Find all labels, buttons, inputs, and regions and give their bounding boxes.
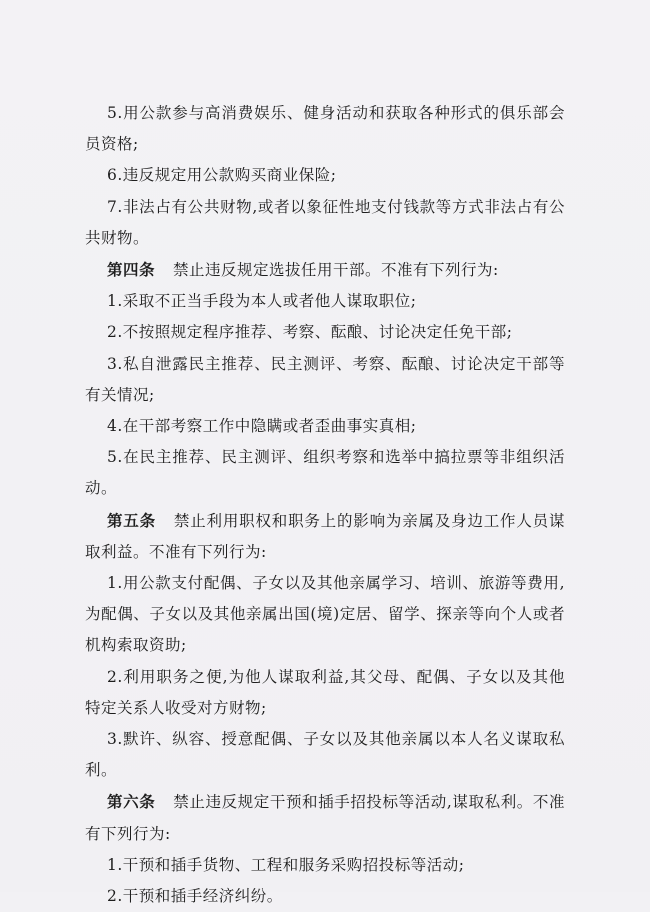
paragraph-text: 禁止利用职权和职务上的影响为亲属及身边工作人员谋取利益。不准有下列行为: <box>85 511 565 561</box>
list-item <box>85 286 565 317</box>
list-item <box>85 662 565 724</box>
article-paragraph <box>85 786 565 849</box>
paragraph-text: 6.违反规定用公款购买商业保险; <box>107 166 337 185</box>
list-item <box>85 317 565 348</box>
list-item <box>85 442 565 504</box>
paragraph-text: 2.不按照规定程序推荐、考察、酝酿、讨论决定任免干部; <box>107 323 513 342</box>
paragraph-text: 7.非法占有公共财物,或者以象征性地支付钱款等方式非法占有公共财物。 <box>85 197 565 247</box>
article-paragraph <box>85 254 565 286</box>
article-heading: 第六条 <box>107 792 156 812</box>
paragraph-text: 1.干预和插手货物、工程和服务采购招投标等活动; <box>107 855 465 874</box>
paragraph-text: 2.干预和插手经济纠纷。 <box>107 887 283 906</box>
paragraph-text: 3.私自泄露民主推荐、民主测评、考察、酝酿、讨论决定干部等有关情况; <box>85 354 565 404</box>
list-item <box>85 349 565 411</box>
paragraph-text: 1.用公款支付配偶、子女以及其他亲属学习、培训、旅游等费用,为配偶、子女以及其他亲属出国(境)定居、留学、探亲等向个人或者机构索取资助; <box>85 574 565 655</box>
paragraph-text: 禁止违反规定选拔任用干部。不准有下列行为: <box>173 261 499 280</box>
paragraph-text: 1.采取不正当手段为本人或者他人谋取职位; <box>107 292 417 311</box>
list-item <box>85 568 565 662</box>
paragraph-text: 2.利用职务之便,为他人谋取利益,其父母、配偶、子女以及其他特定关系人收受对方财物; <box>85 667 565 717</box>
list-item <box>85 881 565 912</box>
list-item <box>85 724 565 786</box>
article-heading: 第五条 <box>107 510 156 530</box>
list-item <box>85 192 565 254</box>
paragraph-text: 3.默许、纵容、授意配偶、子女以及其他亲属以本人名义谋取私利。 <box>85 730 565 780</box>
list-item <box>85 160 565 191</box>
article-heading: 第四条 <box>107 260 156 280</box>
list-item <box>85 411 565 442</box>
article-paragraph <box>85 505 565 568</box>
paragraph-text: 5.在民主推荐、民主测评、组织考察和选举中搞拉票等非组织活动。 <box>85 448 565 498</box>
document-body <box>85 98 565 912</box>
list-item <box>85 850 565 881</box>
list-item <box>85 98 565 160</box>
paragraph-text: 4.在干部考察工作中隐瞒或者歪曲事实真相; <box>107 417 417 436</box>
paragraph-text: 禁止违反规定干预和插手招投标等活动,谋取私利。不准有下列行为: <box>85 793 565 843</box>
paragraph-text: 5.用公款参与高消费娱乐、健身活动和获取各种形式的俱乐部会员资格; <box>85 104 565 154</box>
